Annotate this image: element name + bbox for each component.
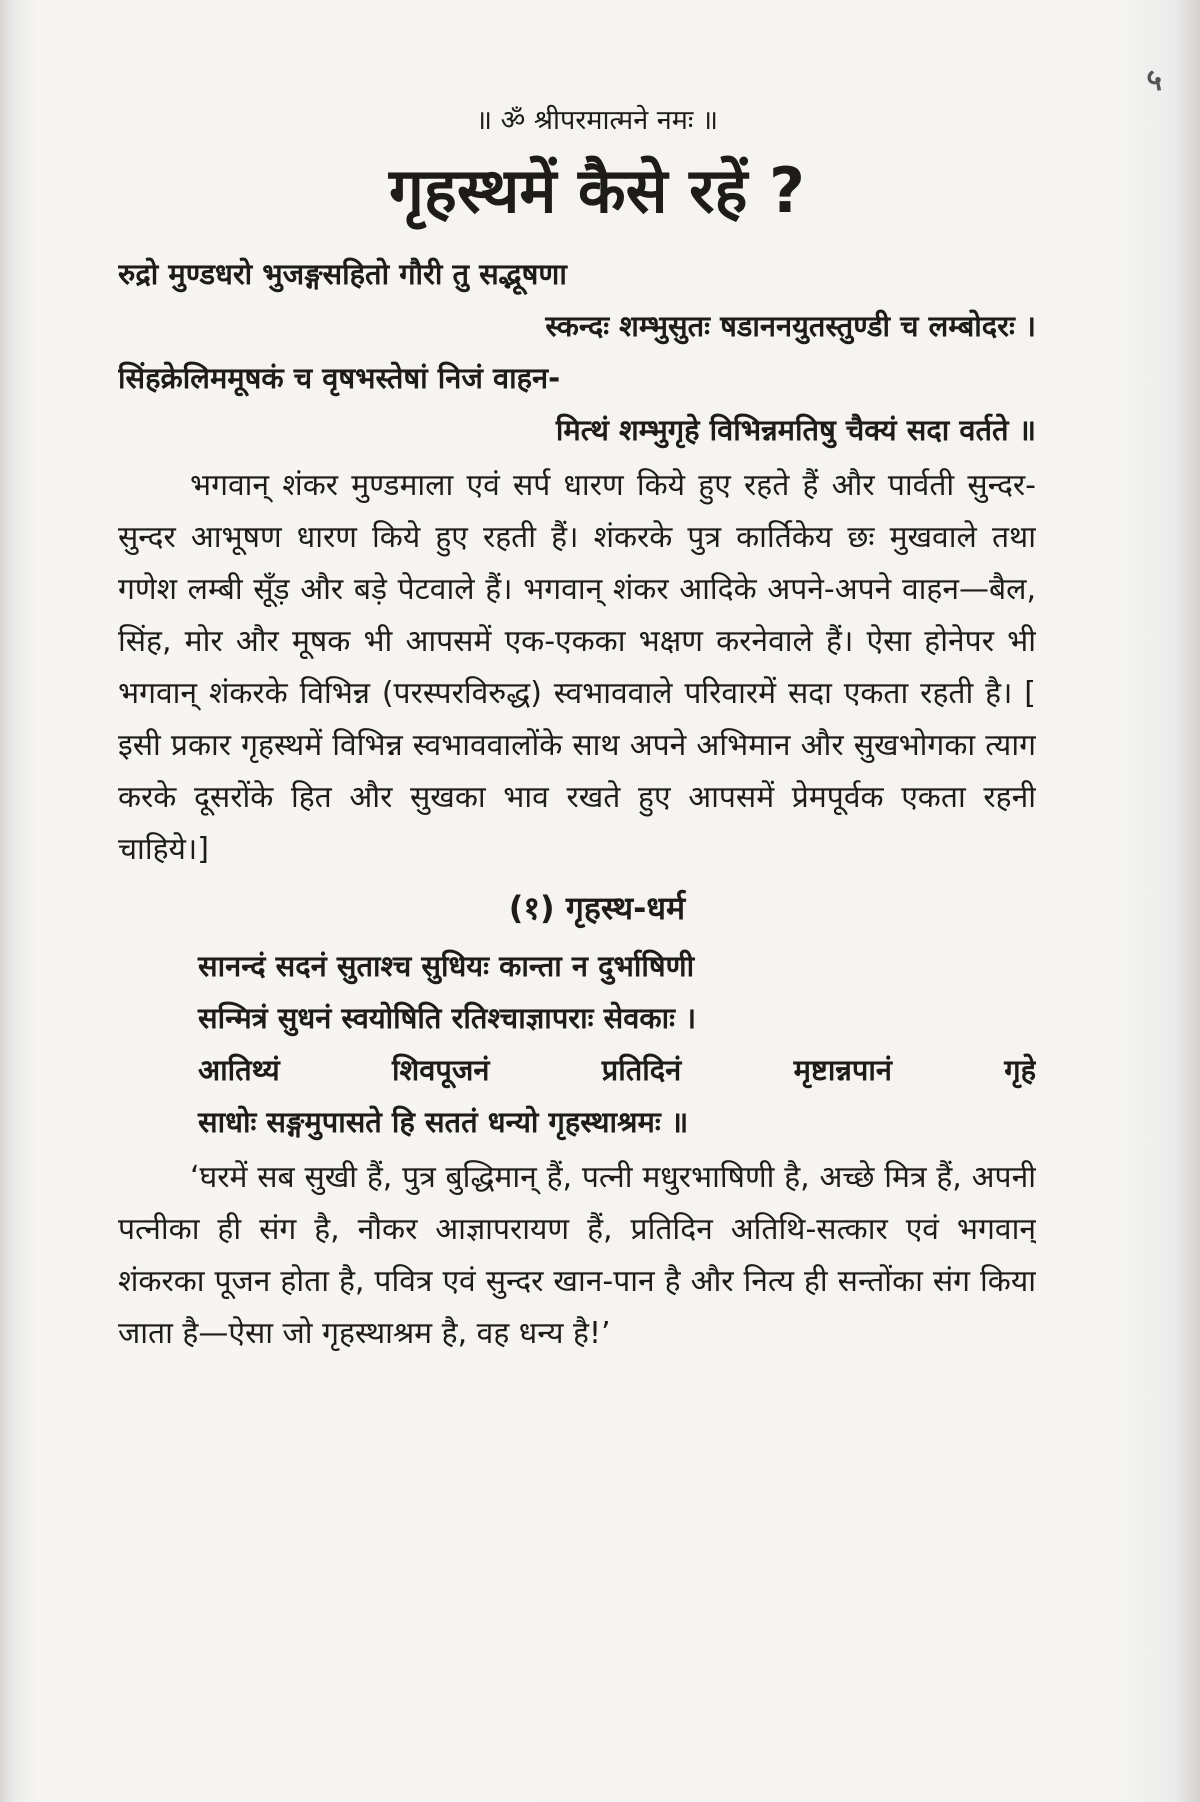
paragraph-explanation-1: भगवान् शंकर मुण्डमाला एवं सर्प धारण किये हुए रहते हैं और पार्वती सुन्दर-सुन्दर आभूषण धारण किये हुए रहती हैं। शंकरके पुत्र कार्तिकेय छः मुखवाले तथा गणेश लम्बी सूँड़ और बड़े पेटवाले हैं। भगवान् शंकर आदिके अपने-अपने वाहन—बैल, सिंह, मोर और मूषक भी आपसमें एक-एकका भक्षण करनेवाले हैं। ऐसा होनेपर भी भगवान् शंकरके विभिन्न (परस्परविरुद्ध) स्वभाववाले परिवारमें सदा एकता रहती है। [ इसी प्रकार गृहस्थमें विभिन्न स्वभाववालोंके साथ अपने अभिमान और सुखभोगका त्याग करके दूसरोंके हित और सुखका भाव रखते हुए आपसमें प्रेमपूर्वक एकता रहनी चाहिये।] (118, 468, 1036, 867)
page-number: ५ (1146, 63, 1162, 98)
verse-sanskrit-1 (118, 248, 1036, 456)
verse-line: सिंहक्रेलिममूषकं च वृषभस्तेषां निजं वाहन- (118, 361, 561, 395)
paragraph-explanation-2: ‘घरमें सब सुखी हैं, पुत्र बुद्धिमान् हैं, पत्नी मधुरभाषिणी है, अच्छे मित्र हैं, अपनी पत्नीका ही संग है, नौकर आज्ञापरायण हैं, प्रतिदिन अतिथि-सत्कार एवं भगवान् शंकरका पूजन होता है, पवित्र एवं सुन्दर खान-पान है और नित्य ही सन्तोंका संग किया जाता है—ऐसा जो गृहस्थाश्रम है, वह धन्य है!’ (118, 1160, 1036, 1351)
verse-line: सन्मित्रं सुधनं स्वयोषिति रतिश्चाज्ञापराः सेवकाः । (198, 1001, 697, 1035)
invocation: ॥ ॐ श्रीपरमात्मने नमः ॥ (475, 105, 719, 136)
verse-line: रुद्रो मुण्डधरो भुजङ्गसहितो गौरी तु सद्भूषणा (118, 257, 567, 291)
section-heading: (१) गृहस्थ-धर्म (508, 889, 686, 927)
page-title: गृहस्थमें कैसे रहें ? (389, 154, 805, 227)
verse-line: आतिथ्यं शिवपूजनं प्रतिदिनं मृष्टान्नपानं गृहे (198, 1053, 1036, 1087)
verse-line: स्कन्दः शम्भुसुतः षडाननयुतस्तुण्डी च लम्बोदरः । (545, 309, 1036, 343)
page-content (118, 100, 1036, 1790)
verse-line: साधोः सङ्गमुपासते हि सततं धन्यो गृहस्थाश्रमः ॥ (198, 1105, 689, 1139)
verse-line: मित्थं शम्भुगृहे विभिन्नमतिषु चैक्यं सदा वर्तते ॥ (555, 413, 1036, 447)
verse-line: सानन्दं सदनं सुताश्च सुधियः कान्ता न दुर्भाषिणी (198, 949, 695, 983)
verse-sanskrit-2 (118, 940, 1036, 1148)
